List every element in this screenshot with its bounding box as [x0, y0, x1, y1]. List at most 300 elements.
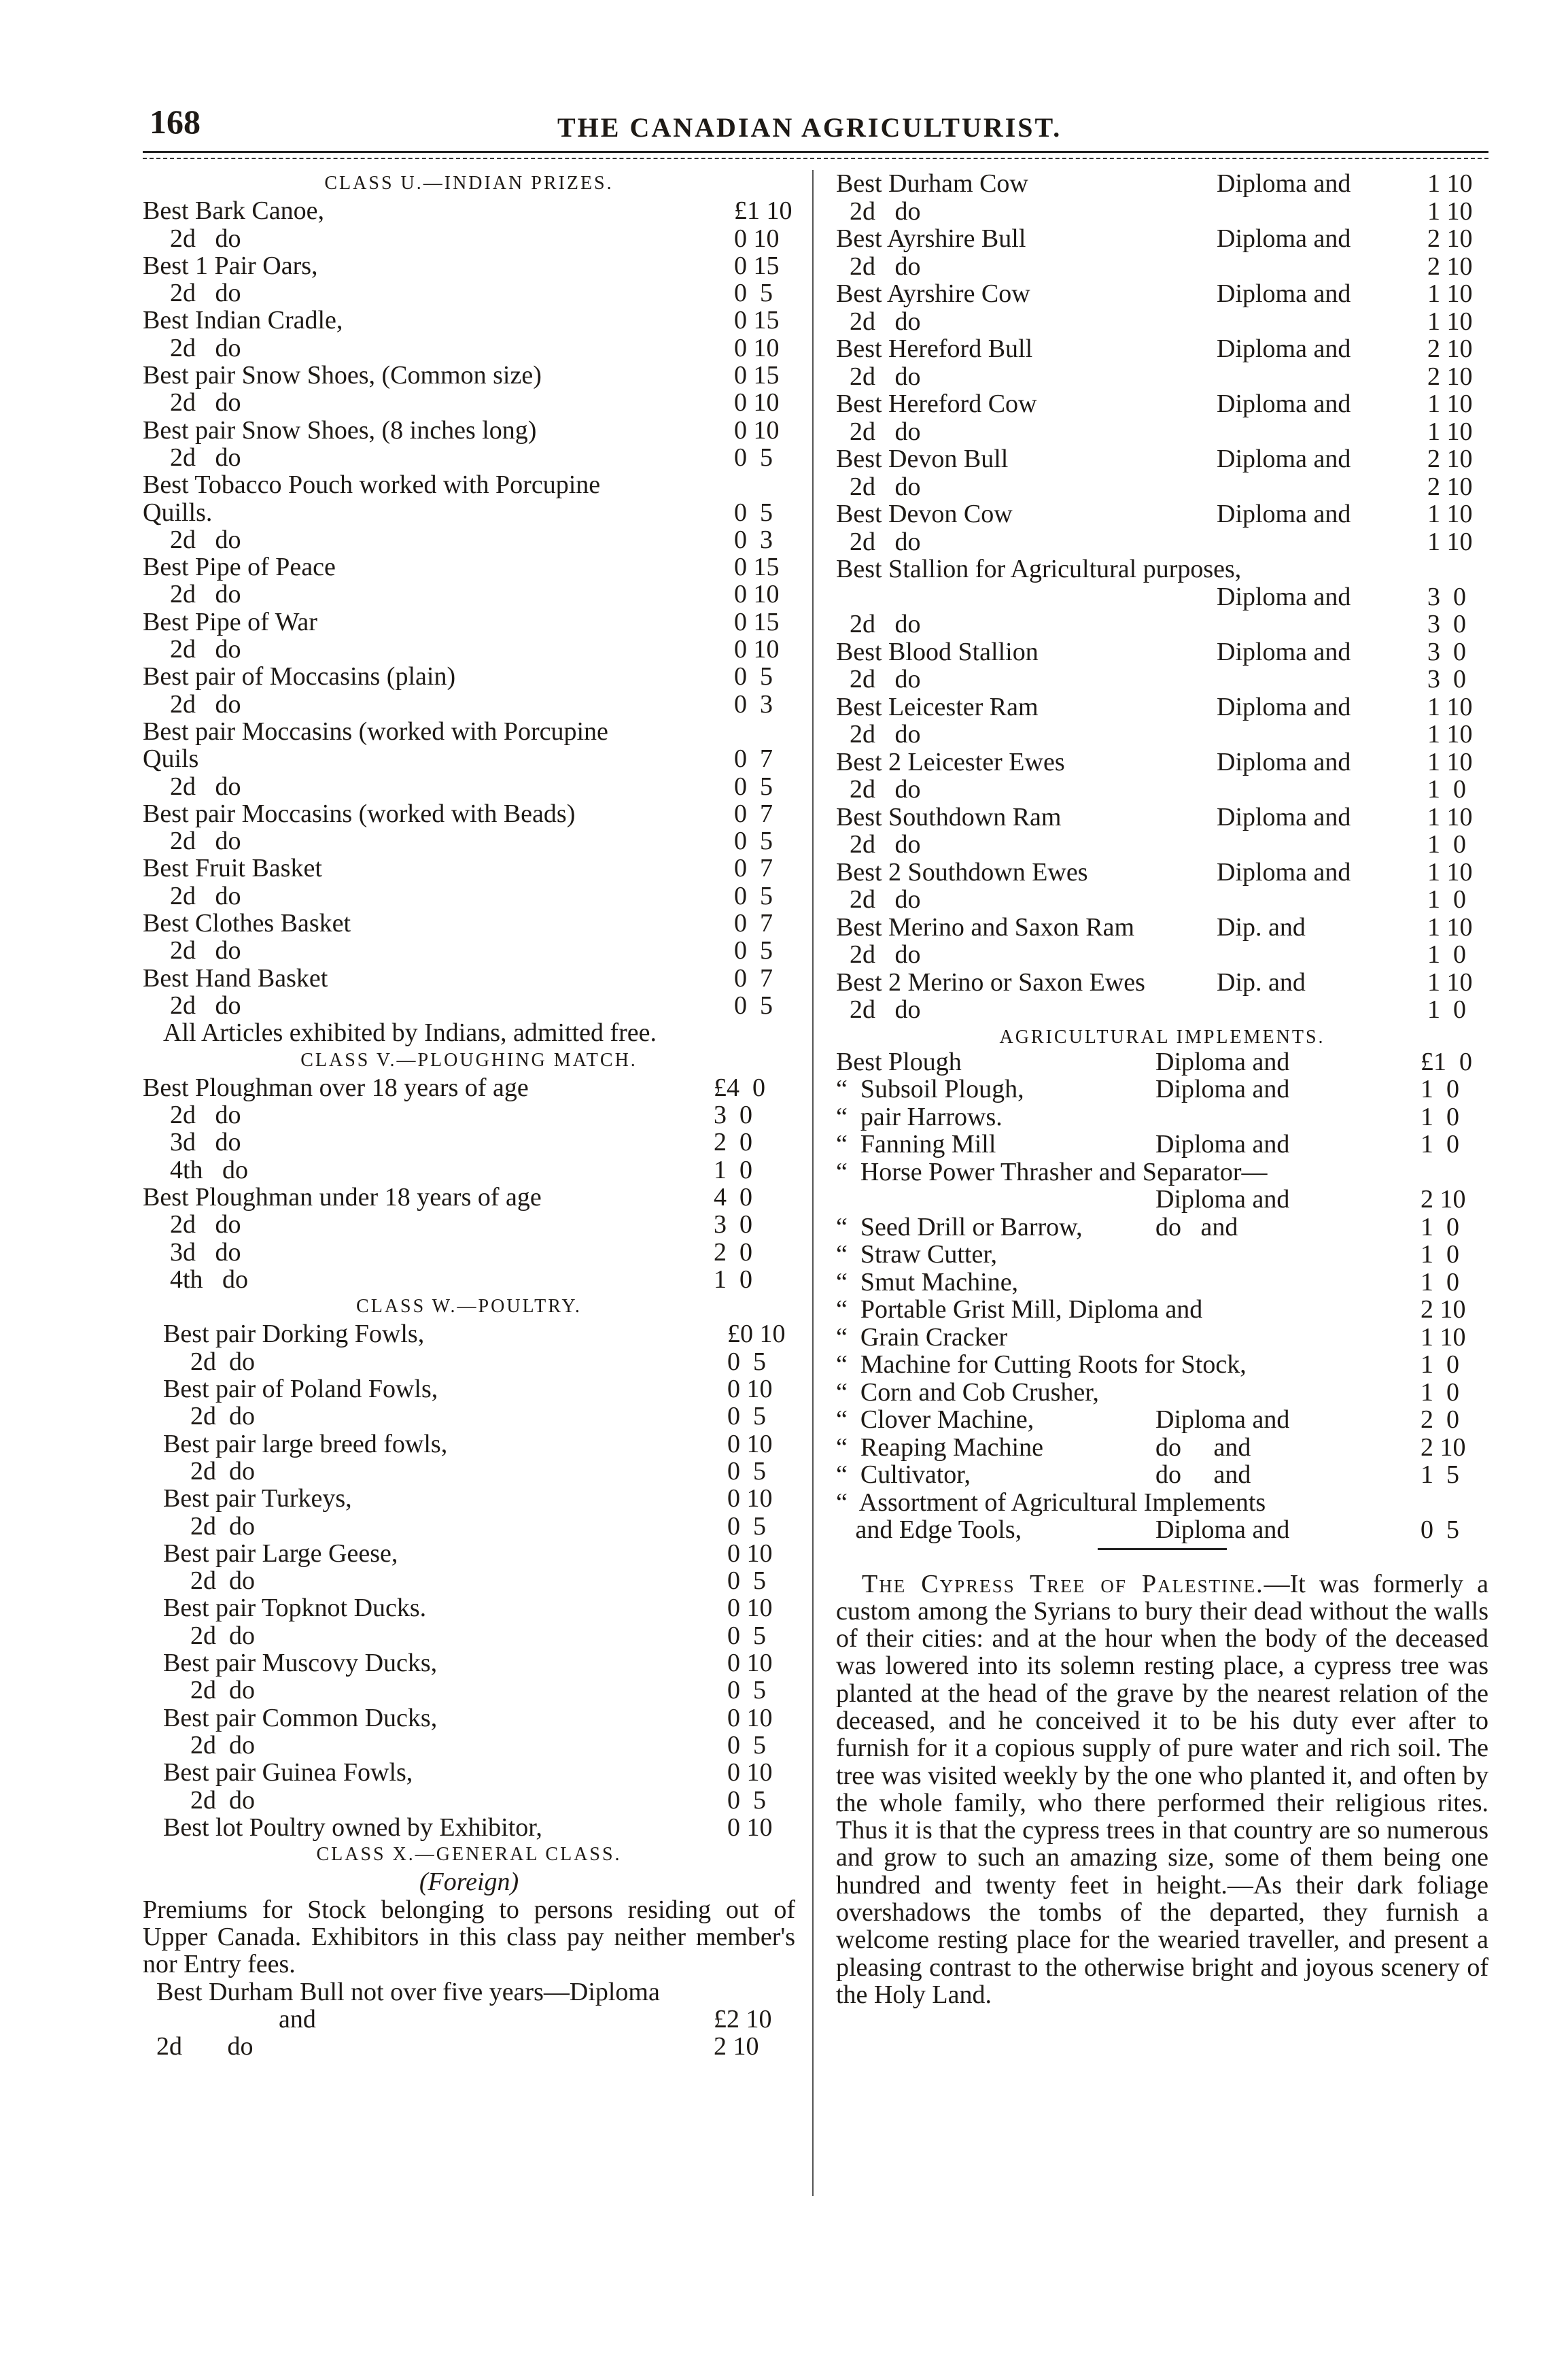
entry-row [836, 418, 1488, 446]
entry-amount: 1 0 [1427, 775, 1466, 804]
entry-label: 3d do [170, 1128, 241, 1157]
entry-amount: 2 0 [714, 1237, 752, 1267]
entry-label: Best Leicester Ram [836, 692, 1039, 721]
entry-row [143, 992, 795, 1019]
entry-row [836, 638, 1488, 666]
entry-row [836, 1241, 1488, 1269]
entry-amount: 2 10 [1427, 334, 1473, 363]
entry-amount: 0 5 [727, 1676, 766, 1705]
entry-label: 2d do [170, 881, 241, 910]
entry-label: Best Hereford Cow [836, 390, 1037, 418]
entry-amount: 1 10 [1427, 279, 1473, 308]
entry-row [143, 1211, 795, 1238]
entry-row [836, 721, 1488, 749]
entry-description: Dip. and [1217, 912, 1306, 942]
entry-label: Best pair Moccasins (worked with Porcupine [143, 717, 608, 746]
entry-amount: 0 5 [734, 443, 773, 472]
entry-amount: 1 0 [1427, 885, 1466, 914]
entry-description: Diploma and [1217, 390, 1351, 418]
entry-description: Diploma and [1155, 1185, 1290, 1214]
entry-row [836, 390, 1488, 418]
entry-row [836, 500, 1488, 528]
entry-label: “ Assortment of Agricultural Implements [836, 1488, 1266, 1517]
entry-label: Best 2 Merino or Saxon Ewes [836, 967, 1145, 997]
entry-row [143, 307, 795, 334]
entry-amount: 2 10 [1421, 1432, 1466, 1462]
entry-label: 2d do [170, 224, 241, 253]
entry-row [836, 1406, 1488, 1434]
entry-row [143, 827, 795, 855]
entry-amount: 1 10 [1427, 307, 1473, 336]
entry-amount: 1 0 [1421, 1240, 1459, 1269]
entry-label: “ Machine for Cutting Roots for Stock, [836, 1350, 1247, 1379]
entry-label: Best pair Turkeys, [163, 1484, 352, 1513]
entry-amount: 0 5 [727, 1511, 766, 1541]
entry-row [143, 1375, 795, 1403]
entry-label: Best Southdown Ram [836, 802, 1062, 831]
entry-label: Best Tobacco Pouch worked with Porcupine [143, 470, 601, 500]
entry-row [143, 1704, 795, 1732]
entry-label: Best pair Snow Shoes, (Common size) [143, 361, 542, 390]
entry-amount: 0 15 [734, 306, 780, 335]
entry-amount: 1 10 [1427, 912, 1473, 942]
entry-label: “ Clover Machine, [836, 1405, 1034, 1434]
entry-amount: 1 0 [1421, 1377, 1459, 1407]
entry-row [143, 608, 795, 636]
entry-row [836, 1379, 1488, 1407]
entry-amount: 1 10 [1427, 967, 1473, 997]
entry-amount: 1 10 [1427, 692, 1473, 721]
class-x-line: Best Durham Bull not over five years—Diploma [156, 1977, 660, 2006]
entry-row [143, 882, 795, 910]
entry-amount: £1 0 [1421, 1047, 1472, 1076]
entry-amount: 1 0 [1421, 1075, 1459, 1103]
class-x-entry [143, 2033, 795, 2060]
entry-row [143, 1649, 795, 1677]
entry-label: Best Bark Canoe, [143, 196, 325, 226]
entry-amount: 1 0 [714, 1265, 752, 1294]
entry-row [836, 170, 1488, 198]
class-x-entry [143, 2006, 795, 2033]
left-column [143, 170, 795, 2061]
entry-label: 2d do [170, 635, 241, 664]
entry-label: Best Indian Cradle, [143, 306, 343, 335]
entry-description: Diploma and [1217, 445, 1351, 473]
entry-label: 2d do [850, 940, 921, 969]
entry-label: 2d do [170, 279, 241, 308]
entry-amount: 0 10 [734, 333, 780, 362]
entry-label: 2d do [170, 580, 241, 609]
entry-amount: 1 0 [1421, 1350, 1459, 1379]
entry-description: do and [1155, 1460, 1251, 1489]
entry-label: Best Merino and Saxon Ram [836, 912, 1135, 942]
entry-row [143, 1239, 795, 1266]
entry-label: 2d do [156, 2032, 254, 2061]
entry-row [836, 335, 1488, 363]
entry-row [143, 334, 795, 362]
entry-amount: 0 10 [734, 388, 780, 417]
running-title: THE CANADIAN AGRICULTURIST. [557, 112, 1062, 143]
entry-label: “ Subsoil Plough, [836, 1075, 1024, 1103]
entry-amount: 2 10 [1427, 224, 1473, 253]
entry-amount: 0 5 [727, 1785, 766, 1815]
entry-row [836, 1131, 1488, 1159]
entry-label: Best pair Dorking Fowls, [163, 1320, 425, 1349]
entry-description: Diploma and [1217, 802, 1351, 831]
entry-label: and Edge Tools, [836, 1515, 1022, 1544]
entry-amount: 0 15 [734, 607, 780, 636]
entry-label: 2d do [850, 252, 921, 281]
entry-row [836, 528, 1488, 556]
entry-label: “ Fanning Mill [836, 1130, 996, 1159]
entry-amount: 1 10 [1427, 196, 1473, 226]
entry-label: Best Ayrshire Bull [836, 224, 1026, 253]
entry-label: 2d do [170, 936, 241, 965]
entry-row [143, 279, 795, 307]
entry-amount: 0 5 [727, 1347, 766, 1376]
entry-amount: 1 5 [1421, 1460, 1459, 1489]
entry-amount: 0 10 [727, 1484, 773, 1513]
entry-label: 2d do [850, 362, 921, 391]
entry-row [143, 362, 795, 389]
entry-amount: 2 10 [1427, 252, 1473, 281]
entry-description: Diploma and [1155, 1130, 1290, 1159]
entry-label: Best pair Common Ducks, [163, 1703, 438, 1732]
entry-amount: £0 10 [727, 1320, 786, 1349]
entry-label: 2d do [190, 1511, 255, 1541]
entry-amount: 0 10 [727, 1594, 773, 1623]
entry-amount: 3 0 [714, 1101, 752, 1130]
entry-row [836, 1103, 1488, 1131]
entry-label: Best Durham Cow [836, 169, 1028, 198]
entry-amount: 2 10 [1427, 445, 1473, 473]
entry-row [143, 1101, 795, 1129]
entry-row [143, 1074, 795, 1101]
entry-description: Diploma and [1155, 1515, 1290, 1544]
entry-label: 2d do [850, 885, 921, 914]
entry-amount: 0 7 [734, 854, 773, 883]
entry-row [836, 1214, 1488, 1241]
entry-amount: 1 0 [1427, 830, 1466, 859]
entry-row [143, 855, 795, 882]
article-body: —It was formerly a custom among the Syrians to bury their dead without the walls of their cities: and at the hour when the body of the deceased was lowered into its solemn resting place, a cypress tree was planted at the head of the grave by the nearest relation of the deceased, and he conceived it to be his duty ever after to furnish for it a copious supply of pure water and rich soil. The tree was visited weekly by the one who planted it, and often by the whole family, who there performed their religious rites. Thus it is that the cypress trees in that country are so numerous and grow to such an amazing size, some of them being one hundred and twenty feet in height.—As their dark foliage overshadows the tombs of the departed, they furnish a welcome resting place for the wearied traveller, and present a pleasing contrast to the otherwise bright and joyous scenery of the Holy Land. [836, 1569, 1488, 2009]
entry-description: Diploma and [1217, 857, 1351, 887]
entry-row [143, 499, 795, 526]
entry-label: 4th do [170, 1155, 249, 1184]
entry-row [143, 581, 795, 608]
entry-amount: 1 10 [1427, 857, 1473, 887]
entry-row [143, 773, 795, 800]
entry-row [143, 252, 795, 279]
entry-amount: 0 10 [734, 224, 780, 253]
page-number: 168 [150, 103, 201, 141]
entry-amount: 0 5 [727, 1566, 766, 1596]
entry-row [836, 473, 1488, 501]
entry-amount: 0 5 [727, 1621, 766, 1650]
section-divider [1098, 1548, 1227, 1550]
entry-description: Diploma and [1217, 169, 1351, 198]
entry-amount: 2 10 [1421, 1185, 1466, 1214]
entry-label: Best Hereford Bull [836, 334, 1033, 363]
entry-row [836, 804, 1488, 831]
entry-amount: 0 10 [727, 1758, 773, 1787]
page-header [150, 102, 1482, 150]
entry-label: 2d do [850, 472, 921, 501]
entry-label: “ Grain Cracker [836, 1322, 1008, 1352]
entry-description: Diploma and [1155, 1075, 1290, 1103]
entry-row [143, 1677, 795, 1704]
entry-label: 3d do [170, 1237, 241, 1267]
entry-row [836, 363, 1488, 391]
entry-label: 2d do [190, 1621, 255, 1650]
entry-row [836, 445, 1488, 473]
entry-amount: 3 0 [1427, 665, 1466, 693]
entry-row [143, 1348, 795, 1375]
entry-description: Diploma and [1217, 747, 1351, 776]
entry-row [836, 693, 1488, 721]
entry-amount: 2 0 [714, 1128, 752, 1157]
entry-row [836, 555, 1488, 583]
entry-row [836, 914, 1488, 942]
entry-amount: £4 0 [714, 1073, 765, 1102]
entry-row [143, 1513, 795, 1540]
entry-row [143, 553, 795, 581]
entry-row [143, 718, 795, 745]
entry-amount: 0 5 [734, 936, 773, 965]
entry-amount: 0 5 [734, 772, 773, 801]
entry-row [836, 776, 1488, 804]
entry-label: 2d do [170, 772, 241, 801]
article-title: The Cypress Tree of Palestine. [862, 1569, 1264, 1598]
entry-amount: 1 10 [1421, 1322, 1466, 1352]
entry-amount: 0 5 [734, 279, 773, 308]
entry-label: “ pair Harrows. [836, 1102, 1003, 1131]
entry-amount: 0 10 [727, 1703, 773, 1732]
entry-row [143, 663, 795, 690]
entry-label: 2d do [850, 417, 921, 446]
entry-row [836, 1461, 1488, 1489]
entry-description: do and [1155, 1212, 1238, 1241]
entry-row [836, 1324, 1488, 1352]
entry-row [836, 941, 1488, 969]
entry-amount: 1 10 [1427, 747, 1473, 776]
entry-row [143, 1458, 795, 1485]
entry-row [836, 1296, 1488, 1324]
entry-row [143, 389, 795, 416]
entry-row [143, 1759, 795, 1786]
entry-label: 2d do [190, 1456, 255, 1486]
entry-row [143, 1622, 795, 1649]
entry-row [143, 1787, 795, 1814]
entry-row [836, 666, 1488, 693]
entry-row [836, 280, 1488, 308]
entry-row [143, 1156, 795, 1184]
entry-label: 2d do [850, 196, 921, 226]
entry-label: Best Hand Basket [143, 963, 328, 993]
entry-label: Best Clothes Basket [143, 909, 351, 938]
entry-amount: 0 10 [734, 580, 780, 609]
entry-row [143, 910, 795, 937]
entry-row [143, 636, 795, 663]
entry-row [143, 444, 795, 471]
entry-label: 4th do [170, 1265, 249, 1294]
entry-row [143, 1540, 795, 1567]
implements-heading: AGRICULTURAL IMPLEMENTS. [999, 1026, 1325, 1048]
entry-row [143, 417, 795, 444]
header-dashed-rule [143, 158, 1488, 159]
entry-amount: 1 0 [714, 1155, 752, 1184]
entry-description: Diploma and [1155, 1047, 1290, 1076]
entry-amount: 2 10 [1427, 472, 1473, 501]
entry-amount: 4 0 [714, 1182, 752, 1212]
entry-amount: 0 3 [734, 525, 773, 554]
entry-amount: 1 0 [1427, 940, 1466, 969]
entry-row [836, 583, 1488, 611]
entry-row [836, 749, 1488, 776]
entry-amount: 0 7 [734, 963, 773, 993]
entry-label: 2d do [170, 1210, 241, 1239]
entry-label: Best Ploughman under 18 years of age [143, 1182, 542, 1212]
entry-amount: 0 3 [734, 689, 773, 719]
entry-description: do and [1155, 1432, 1251, 1462]
entry-label: Best Stallion for Agricultural purposes, [836, 555, 1242, 583]
entry-label: Best pair Topknot Ducks. [163, 1594, 427, 1623]
entry-amount: 0 5 [734, 662, 773, 691]
entry-description: Diploma and [1217, 224, 1351, 253]
entry-row [836, 831, 1488, 859]
entry-label: 2d do [170, 443, 241, 472]
entry-amount: 0 5 [727, 1730, 766, 1760]
entry-row [143, 1129, 795, 1156]
entry-amount: 0 15 [734, 361, 780, 390]
entry-amount: 0 10 [727, 1375, 773, 1404]
entry-amount: 2 10 [714, 2032, 759, 2061]
entry-amount: 1 0 [1421, 1212, 1459, 1241]
entry-label: “ Corn and Cob Crusher, [836, 1377, 1099, 1407]
entry-description: Diploma and [1217, 582, 1351, 611]
entry-row [836, 1076, 1488, 1103]
entry-row [836, 1186, 1488, 1214]
entry-row [143, 197, 795, 224]
header-rule [143, 151, 1488, 153]
entry-row [143, 1485, 795, 1512]
entry-label: Best pair Muscovy Ducks, [163, 1649, 438, 1678]
class-x-heading: CLASS X.—GENERAL CLASS. [316, 1844, 622, 1866]
entry-amount: 0 7 [734, 909, 773, 938]
entry-label: 2d do [850, 775, 921, 804]
entry-label: Best pair Snow Shoes, (8 inches long) [143, 415, 537, 445]
class-x-paragraph: Premiums for Stock belonging to persons residing out of Upper Canada. Exhibitors in this class pay neither member's nor Entry fees. [143, 1895, 795, 1979]
entry-row [836, 611, 1488, 638]
entry-label: Quils [143, 744, 199, 774]
entry-label: 2d do [850, 665, 921, 693]
class-w-heading: CLASS W.—POULTRY. [356, 1296, 582, 1318]
entry-label: Best Blood Stallion [836, 637, 1039, 666]
entry-row [143, 1184, 795, 1211]
entry-description: Diploma and [1217, 279, 1351, 308]
column-divider [812, 170, 814, 2196]
entry-amount: 1 10 [1427, 802, 1473, 831]
entry-amount: 0 5 [1421, 1515, 1459, 1544]
entry-row [836, 859, 1488, 887]
entry-row [143, 800, 795, 827]
entry-description: Diploma and [1217, 692, 1351, 721]
entry-amount: 0 10 [734, 635, 780, 664]
class-u-heading: CLASS U.—INDIAN PRIZES. [324, 173, 614, 194]
entry-amount: 1 0 [1421, 1267, 1459, 1297]
entry-amount: 3 0 [1427, 610, 1466, 638]
entry-label: 2d do [190, 1402, 255, 1431]
entry-amount: 0 7 [734, 799, 773, 828]
entry-row [143, 1732, 795, 1759]
entry-label: Best Devon Bull [836, 445, 1009, 473]
entry-label: 2d do [170, 827, 241, 856]
entry-row [143, 1266, 795, 1293]
entry-label: 2d do [190, 1676, 255, 1705]
entry-label: Best pair of Moccasins (plain) [143, 662, 456, 691]
entry-label: Best Devon Cow [836, 500, 1013, 528]
entry-row [143, 1567, 795, 1594]
entry-label: Best 2 Leicester Ewes [836, 747, 1065, 776]
entry-amount: 0 10 [727, 1539, 773, 1568]
entry-amount: 3 0 [1427, 582, 1466, 611]
entry-row [143, 691, 795, 718]
entry-label: 2d do [850, 830, 921, 859]
article-paragraph [836, 1571, 1488, 2009]
entry-label: Best 1 Pair Oars, [143, 251, 318, 280]
entry-label: 2d do [190, 1785, 255, 1815]
entry-amount: 0 7 [734, 744, 773, 774]
entry-amount: 1 0 [1421, 1130, 1459, 1159]
entry-amount: £2 10 [714, 2005, 772, 2034]
entry-label: Best pair Moccasins (worked with Beads) [143, 799, 576, 828]
entry-label: 2d do [850, 995, 921, 1024]
entry-amount: £1 10 [734, 196, 792, 226]
entry-amount: 2 10 [1427, 362, 1473, 391]
entry-amount: 1 10 [1427, 169, 1473, 198]
entry-label: “ Seed Drill or Barrow, [836, 1212, 1083, 1241]
entry-amount: 2 0 [1421, 1405, 1459, 1434]
entry-amount: 1 10 [1427, 390, 1473, 418]
entry-amount: 0 5 [734, 991, 773, 1020]
entry-description: Diploma and [1155, 1405, 1290, 1434]
entry-label: Best pair large breed fowls, [163, 1429, 448, 1458]
entry-label: Best pair of Poland Fowls, [163, 1375, 438, 1404]
entry-label: 2d do [850, 610, 921, 638]
entry-row [836, 198, 1488, 226]
entry-label: Best Ploughman over 18 years of age [143, 1073, 529, 1102]
entry-label: 2d do [190, 1730, 255, 1760]
entry-row [836, 1434, 1488, 1462]
entry-row [836, 1516, 1488, 1544]
entry-row [836, 1159, 1488, 1186]
entry-row [143, 526, 795, 553]
entry-label: “ Straw Cutter, [836, 1240, 997, 1269]
entry-label: 2d do [170, 991, 241, 1020]
class-u-note: All Articles exhibited by Indians, admitted free. [163, 1018, 657, 1048]
entry-amount: 0 15 [734, 251, 780, 280]
entry-row [836, 225, 1488, 253]
entry-row [836, 1351, 1488, 1379]
entry-label: Best Ayrshire Cow [836, 279, 1030, 308]
entry-row [143, 471, 795, 498]
class-v-heading: CLASS V.—PLOUGHING MATCH. [300, 1049, 638, 1071]
entry-row [143, 965, 795, 992]
entry-amount: 3 0 [714, 1210, 752, 1239]
entry-label: Best Pipe of War [143, 607, 317, 636]
class-x-subheading: (Foreign) [419, 1868, 519, 1897]
entry-label: 2d do [190, 1347, 255, 1376]
